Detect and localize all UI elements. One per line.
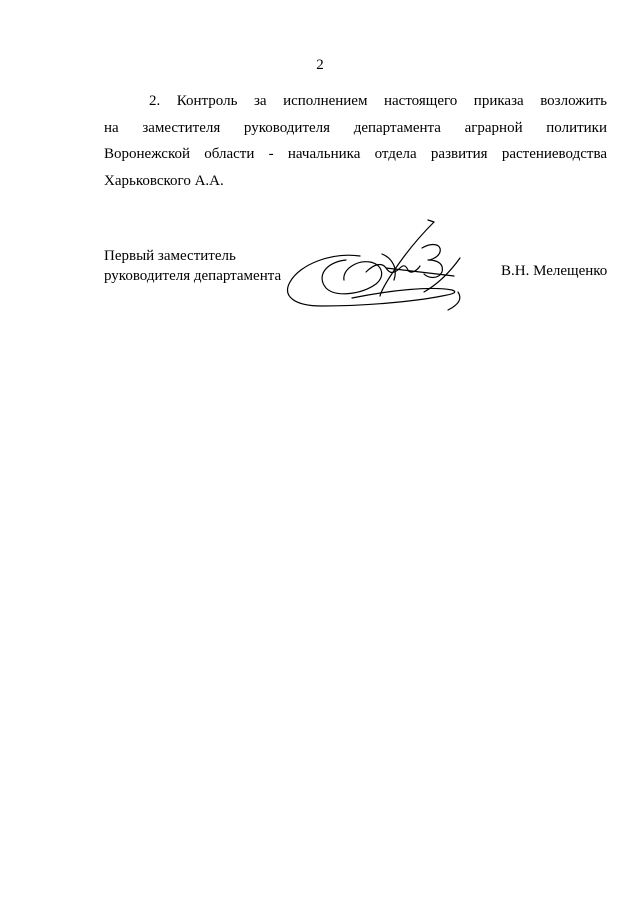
signature-stroke	[386, 268, 454, 276]
signatory-position-line: руководителя департамента	[104, 268, 282, 284]
page-number: 2	[316, 57, 324, 73]
paragraph-line: Воронежской области - начальника отдела развития растениеводства	[104, 146, 607, 162]
paragraph-line: Харьковского А.А.	[104, 172, 224, 189]
signature-stroke	[288, 255, 455, 306]
signature-stroke	[428, 220, 434, 222]
paragraph-line: 2. Контроль за исполнением настоящего приказа возложить	[149, 93, 607, 109]
handwritten-signature	[282, 214, 472, 319]
paragraph-line: на заместителя руководителя департамента аграрной политики	[104, 119, 607, 136]
signature-stroke	[322, 260, 382, 294]
signatory-name: В.Н. Мелещенко	[501, 263, 608, 279]
order-paragraph	[104, 88, 607, 194]
signatory-position	[104, 246, 281, 286]
signature-stroke	[380, 222, 434, 296]
signatory-position-line: Первый заместитель	[104, 248, 236, 264]
signature-stroke	[382, 254, 395, 280]
